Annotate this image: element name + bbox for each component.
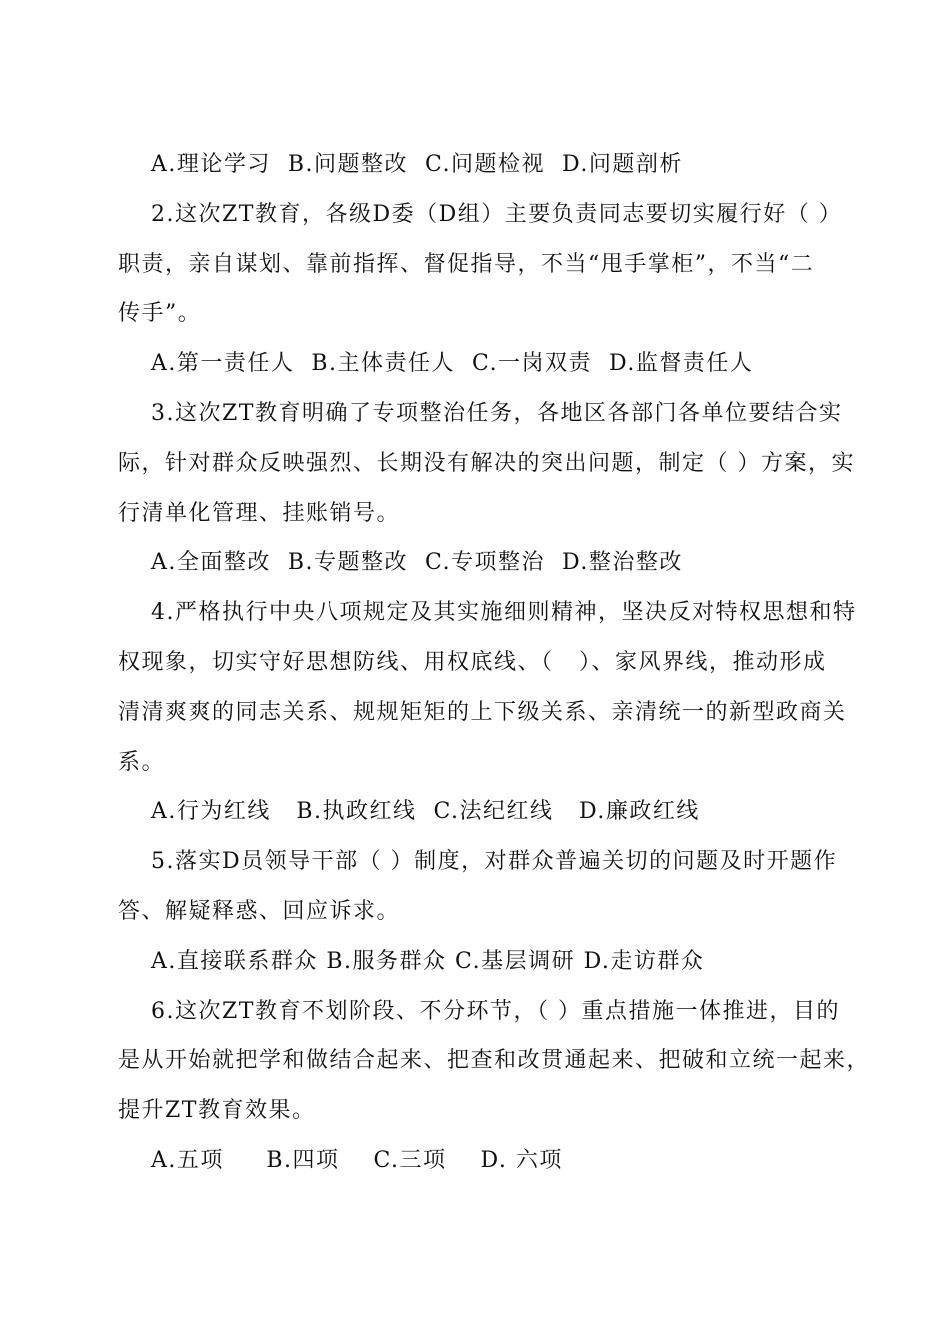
q5-options: A.直接联系群众 B.服务群众 C.基层调研 D.走访群众 xyxy=(151,948,705,974)
q4-options: A.行为红线 B.执政红线 C.法纪红线 D.廉政红线 xyxy=(151,799,700,825)
q3-question-line-3: 行清单化管理、挂账销号。 xyxy=(118,500,401,526)
q4-question-line-4: 系。 xyxy=(118,749,166,775)
q4-question-line-2: 权现象，切实守好思想防线、用权底线、（ ）、家风界线，推动形成 xyxy=(118,649,827,675)
q2-options: A.第一责任人 B.主体责任人 C.一岗双责 D.监督责任人 xyxy=(151,351,754,377)
q6-question-line-1: 6.这次ZT教育不划阶段、不分环节，（ ）重点措施一体推进，目的 xyxy=(151,998,840,1024)
q2-question-line-1: 2.这次ZT教育，各级D委（D组）主要负责同志要切实履行好（ ） xyxy=(151,201,843,227)
q2-question-line-3: 传手”。 xyxy=(118,301,202,327)
q1-options: A.理论学习 B.问题整改 C.问题检视 D.问题剖析 xyxy=(151,152,683,177)
q5-question-line-2: 答、解疑释惑、回应诉求。 xyxy=(118,898,401,924)
q6-question-line-3: 提升ZT教育效果。 xyxy=(118,1098,316,1124)
q5-question-line-1: 5.落实D员领导干部（ ）制度，对群众普遍关切的问题及时开题作 xyxy=(151,849,838,875)
q6-question-line-2: 是从开始就把学和做结合起来、把查和改贯通起来、把破和立统一起来， xyxy=(118,1048,871,1074)
q3-question-line-1: 3.这次ZT教育明确了专项整治任务，各地区各部门各单位要结合实 xyxy=(151,400,843,426)
document-body xyxy=(118,140,871,1186)
q4-question-line-1: 4.严格执行中央八项规定及其实施细则精神，坚决反对特权思想和特 xyxy=(151,600,857,626)
q3-question-line-2: 际，针对群众反映强烈、长期没有解决的突出问题，制定（ ）方案，实 xyxy=(118,450,855,476)
q2-question-line-2: 职责，亲自谋划、靠前指挥、督促指导，不当“甩手掌柜”，不当“二 xyxy=(118,251,815,277)
q3-options: A.全面整改 B.专题整改 C.专项整治 D.整治整改 xyxy=(151,550,683,576)
q6-options: A.五项 B.四项 C.三项 D. 六项 xyxy=(151,1147,563,1173)
q4-question-line-3: 清清爽爽的同志关系、规规矩矩的上下级关系、亲清统一的新型政商关 xyxy=(118,699,847,725)
